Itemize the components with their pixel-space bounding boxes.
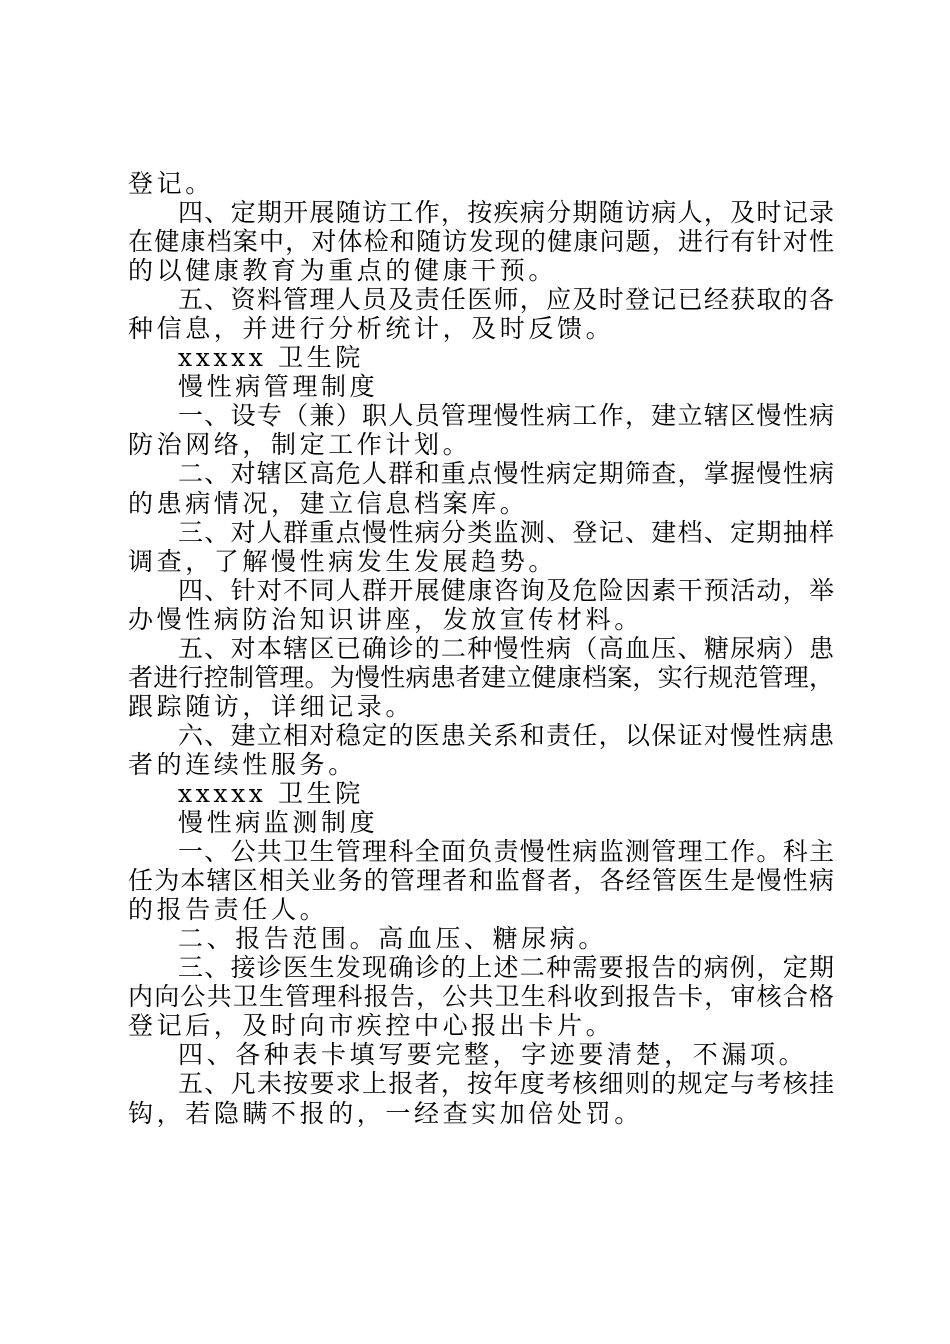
organization-name: xxxxx 卫生院 [178, 778, 364, 808]
paragraph-line: 四、定期开展随访工作，按疾病分期随访病人，及时记录 [178, 198, 834, 228]
paragraph-line: 的以健康教育为重点的健康干预。 [128, 256, 558, 286]
paragraph-line: 的报告责任人。 [128, 895, 329, 925]
paragraph-line: 调查，了解慢性病发生发展趋势。 [128, 546, 558, 576]
paragraph-line: 防治网络，制定工作计划。 [128, 430, 472, 460]
paragraph-line: 办慢性病防治知识讲座，发放宣传材料。 [128, 604, 643, 634]
paragraph-line: 五、凡未按要求上报者，按年度考核细则的规定与考核挂 [178, 1069, 834, 1099]
paragraph-line: 六、建立相对稳定的医患关系和责任，以保证对慢性病患 [178, 720, 834, 750]
paragraph-line: 在健康档案中，对体检和随访发现的健康问题，进行有针对性 [128, 227, 834, 257]
paragraph-line: 三、接诊医生发现确诊的上述二种需要报告的病例，定期 [178, 953, 834, 983]
paragraph-line: 的患病情况，建立信息档案库。 [128, 488, 529, 518]
paragraph-line: 三、对人群重点慢性病分类监测、登记、建档、定期抽样 [178, 517, 834, 547]
paragraph-line: 二、对辖区高危人群和重点慢性病定期筛查，掌握慢性病 [178, 459, 834, 489]
paragraph-line: 者的连续性服务。 [128, 749, 357, 779]
paragraph-line: 登记后，及时向市疾控中心报出卡片。 [128, 1011, 615, 1041]
paragraph-line: 二、报告范围。高血压、糖尿病。 [178, 924, 608, 954]
paragraph-line: 内向公共卫生管理科报告，公共卫生科收到报告卡，审核合格 [128, 982, 834, 1012]
paragraph-line: 一、设专（兼）职人员管理慢性病工作，建立辖区慢性病 [178, 401, 834, 431]
paragraph-line: 钩，若隐瞒不报的，一经查实加倍处罚。 [128, 1098, 643, 1128]
paragraph-line: 四、针对不同人群开展健康咨询及危险因素干预活动，举 [178, 575, 834, 605]
section-title: 慢性病监测制度 [178, 808, 379, 838]
paragraph-line: 跟踪随访，详细记录。 [128, 691, 415, 721]
paragraph-line: 者进行控制管理。为慢性病患者建立健康档案，实行规范管理， [128, 662, 834, 692]
paragraph-line: 五、资料管理人员及责任医师，应及时登记已经获取的各 [178, 285, 834, 315]
document-body [128, 169, 834, 1128]
paragraph-line: 五、对本辖区已确诊的二种慢性病（高血压、糖尿病）患 [178, 633, 834, 663]
paragraph-line: 四、各种表卡填写要完整，字迹要清楚，不漏项。 [178, 1040, 808, 1070]
paragraph-line: 种信息，并进行分析统计，及时反馈。 [128, 314, 615, 344]
section-title: 慢性病管理制度 [178, 372, 379, 402]
organization-name: xxxxx 卫生院 [178, 343, 364, 373]
paragraph-line: 一、公共卫生管理科全面负责慢性病监测管理工作。科主 [178, 837, 834, 867]
paragraph-line: 登记。 [128, 169, 214, 198]
paragraph-line: 任为本辖区相关业务的管理者和监督者，各经管医生是慢性病 [128, 866, 834, 896]
